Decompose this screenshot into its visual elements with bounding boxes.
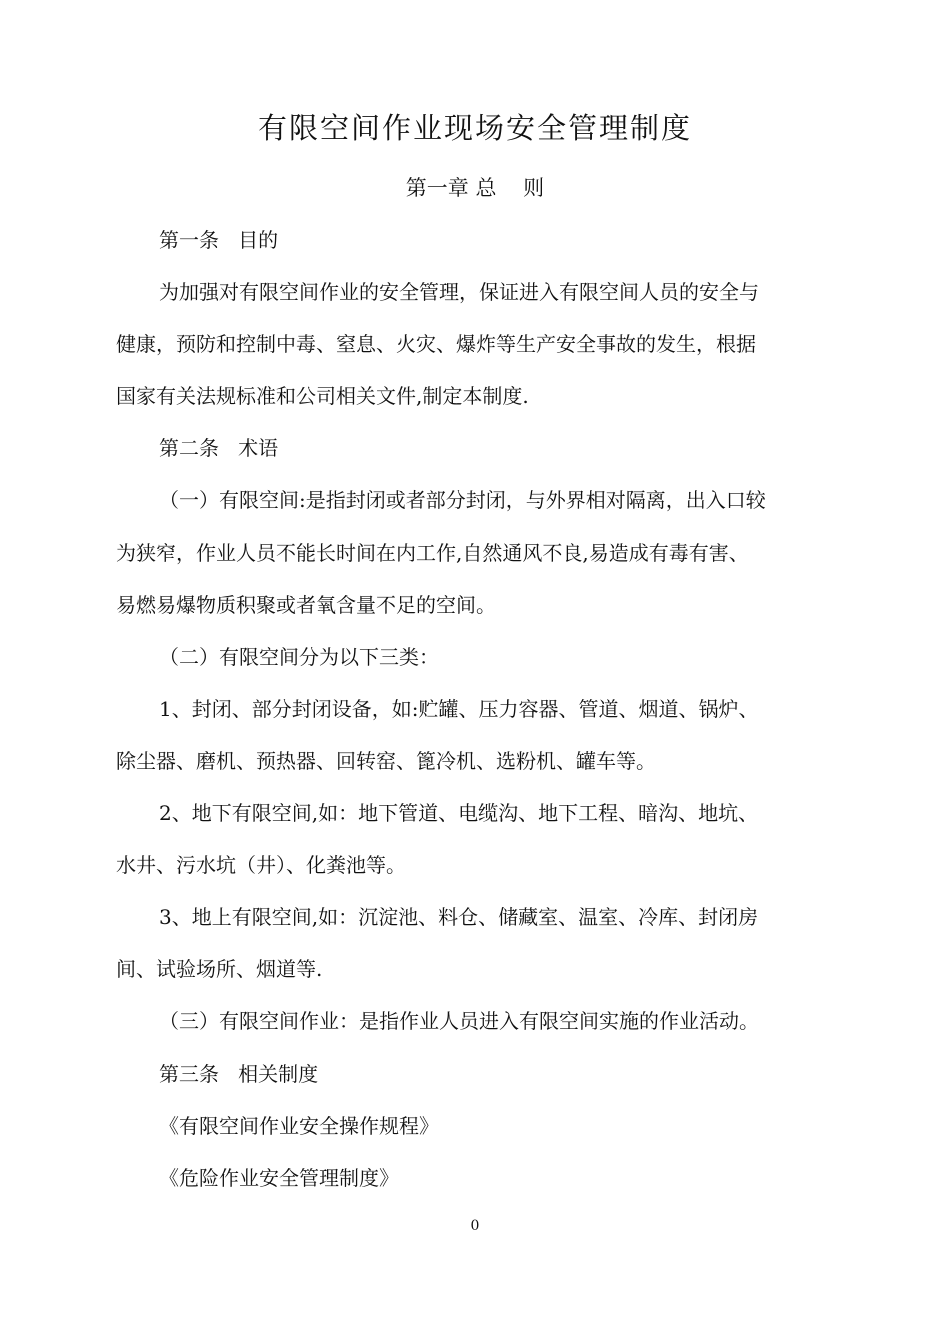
regulation-reference: 《有限空间作业安全操作规程》 [159, 1113, 439, 1138]
chapter-heading: 第一章 总 则 [405, 176, 545, 200]
paragraph-line: 为加强对有限空间作业的安全管理，保证进入有限空间人员的安全与 [159, 280, 759, 305]
paragraph-line: 1、封闭、部分封闭设备，如:贮罐、压力容器、管道、烟道、锅炉、 [159, 696, 759, 721]
article-heading: 第二条 术语 [159, 436, 279, 461]
paragraph-line: 除尘器、磨机、预热器、回转窑、篦冷机、选粉机、罐车等。 [116, 748, 656, 773]
article-heading: 第一条 目的 [159, 228, 279, 252]
paragraph-line: （二）有限空间分为以下三类： [159, 644, 439, 669]
document-body [116, 222, 826, 1212]
paragraph-line: 健康，预防和控制中毒、窒息、火灾、爆炸等生产安全事故的发生，根据 [116, 332, 756, 357]
paragraph-line: 为狭窄，作业人员不能长时间在内工作,自然通风不良,易造成有毒有害、 [116, 540, 749, 565]
document-title: 有限空间作业现场安全管理制度 [257, 111, 692, 145]
article-heading: 第三条 相关制度 [159, 1061, 319, 1086]
paragraph-line: 易燃易爆物质积聚或者氧含量不足的空间。 [116, 592, 496, 617]
paragraph-line: （一）有限空间:是指封闭或者部分封闭，与外界相对隔离，出入口较 [159, 488, 766, 513]
paragraph-line: 3、地上有限空间,如：沉淀池、料仓、储藏室、温室、冷库、封闭房 [159, 905, 759, 930]
paragraph-line: （三）有限空间作业：是指作业人员进入有限空间实施的作业活动。 [159, 1009, 759, 1034]
paragraph-line: 国家有关法规标准和公司相关文件,制定本制度. [116, 384, 529, 409]
regulation-reference: 《危险作业安全管理制度》 [159, 1165, 399, 1190]
page-number: 0 [470, 1218, 480, 1234]
paragraph-line: 2、地下有限空间,如：地下管道、电缆沟、地下工程、暗沟、地坑、 [159, 801, 759, 826]
paragraph-line: 间、试验场所、烟道等. [116, 957, 323, 982]
paragraph-line: 水井、污水坑（井）、化粪池等。 [116, 853, 406, 878]
